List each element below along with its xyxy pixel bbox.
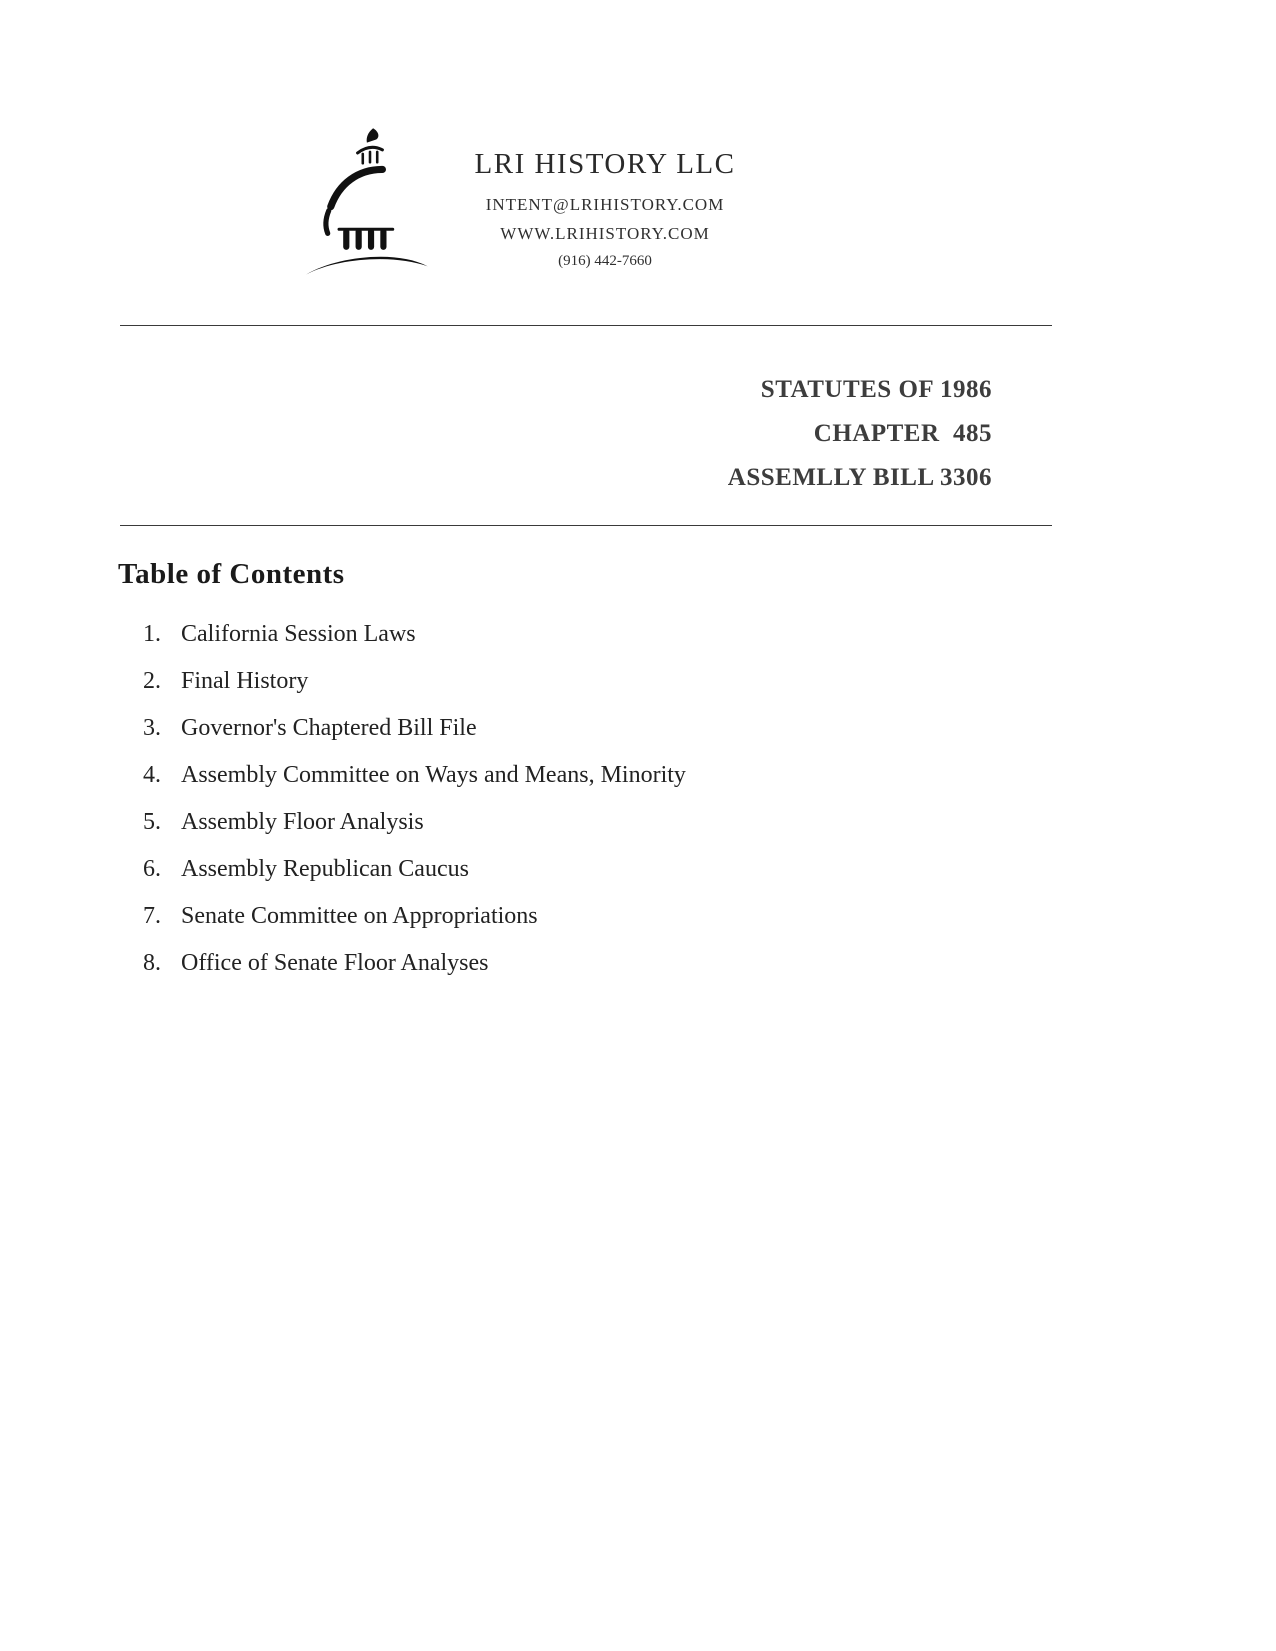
toc-item-number: 5. xyxy=(143,809,161,835)
toc-heading: Table of Contents xyxy=(118,558,345,590)
capitol-dome-logo-icon xyxy=(295,122,445,287)
chapter-line: CHAPTER 485 xyxy=(813,420,992,447)
toc-item-number: 8. xyxy=(143,950,161,976)
toc-item xyxy=(143,622,686,646)
company-website: WWW.LRIHISTORY.COM xyxy=(500,224,710,243)
toc-item xyxy=(143,951,686,975)
horizontal-rule-top xyxy=(120,325,1052,326)
toc-item-label: Final History xyxy=(181,668,309,694)
toc-item xyxy=(143,857,686,881)
horizontal-rule-bottom xyxy=(120,525,1052,526)
toc-item-label: Office of Senate Floor Analyses xyxy=(181,950,489,976)
toc-item-label: Senate Committee on Appropriations xyxy=(181,903,538,929)
toc-item-label: Assembly Committee on Ways and Means, Minority xyxy=(181,762,686,788)
toc-item xyxy=(143,716,686,740)
toc-item xyxy=(143,810,686,834)
toc-item-label: Assembly Republican Caucus xyxy=(181,856,469,882)
toc-item-number: 3. xyxy=(143,715,161,741)
company-phone: (916) 442-7660 xyxy=(558,253,652,269)
toc-item-number: 6. xyxy=(143,856,161,882)
toc-item-number: 7. xyxy=(143,903,161,929)
statute-title-block xyxy=(120,368,992,500)
statutes-year-line: STATUTES OF 1986 xyxy=(760,376,992,403)
toc-item xyxy=(143,669,686,693)
toc-item-number: 2. xyxy=(143,668,161,694)
assembly-bill-line: ASSEMLLY BILL 3306 xyxy=(727,464,992,491)
toc-item-label: Assembly Floor Analysis xyxy=(181,809,424,835)
toc-item-label: Governor's Chaptered Bill File xyxy=(181,715,477,741)
company-name: LRI HISTORY LLC xyxy=(474,148,736,180)
toc-item xyxy=(143,904,686,928)
toc-item xyxy=(143,763,686,787)
letterhead xyxy=(455,148,755,270)
company-email: INTENT@LRIHISTORY.COM xyxy=(485,195,725,214)
toc-item-number: 1. xyxy=(143,621,161,647)
toc-item-label: California Session Laws xyxy=(181,621,416,647)
toc-list xyxy=(143,622,686,998)
toc-item-number: 4. xyxy=(143,762,161,788)
